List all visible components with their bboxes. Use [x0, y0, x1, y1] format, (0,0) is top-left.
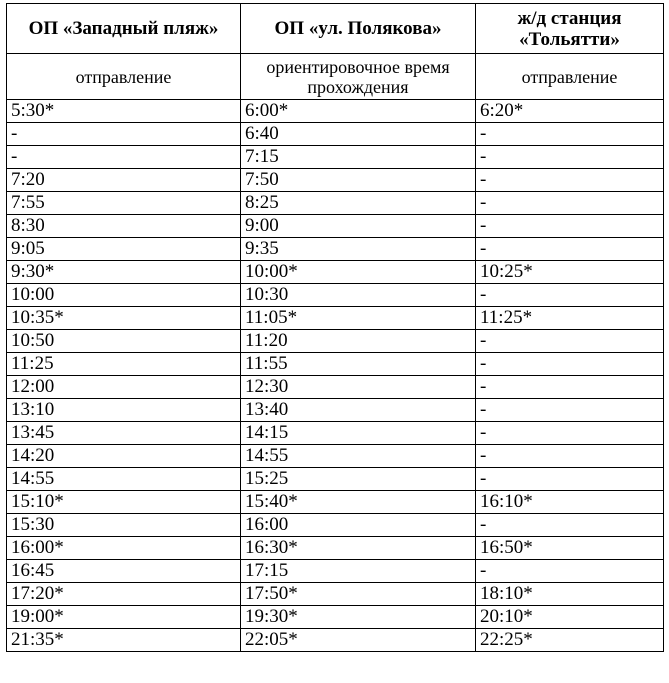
time-cell: 11:20 [241, 330, 476, 353]
time-cell: 13:40 [241, 399, 476, 422]
time-cell: 21:35* [7, 629, 241, 652]
subheader-row [7, 54, 664, 100]
time-cell: - [476, 514, 664, 537]
table-row [7, 629, 664, 652]
time-cell: 16:00 [241, 514, 476, 537]
time-cell: 15:25 [241, 468, 476, 491]
time-cell: - [476, 468, 664, 491]
time-cell: - [476, 238, 664, 261]
time-cell: 17:20* [7, 583, 241, 606]
time-cell: 22:05* [241, 629, 476, 652]
time-cell: - [476, 445, 664, 468]
time-cell: - [476, 353, 664, 376]
time-cell: 6:40 [241, 123, 476, 146]
table-row [7, 353, 664, 376]
time-cell: 10:35* [7, 307, 241, 330]
time-cell: 14:55 [7, 468, 241, 491]
time-cell: - [476, 422, 664, 445]
subheader-approx-time: ориентировочное время прохождения [241, 54, 476, 100]
table-row [7, 399, 664, 422]
subheader-departure-3: отправление [476, 54, 664, 100]
table-row [7, 307, 664, 330]
time-cell: 14:15 [241, 422, 476, 445]
time-cell: 20:10* [476, 606, 664, 629]
time-cell: 12:30 [241, 376, 476, 399]
table-row [7, 514, 664, 537]
table-row [7, 468, 664, 491]
time-cell: 15:30 [7, 514, 241, 537]
time-cell: - [7, 123, 241, 146]
time-cell: 16:00* [7, 537, 241, 560]
header-station-tolyatti: ж/д станция «Тольятти» [476, 4, 664, 54]
time-cell: 9:35 [241, 238, 476, 261]
time-cell: 16:45 [7, 560, 241, 583]
subheader-departure-1: отправление [7, 54, 241, 100]
time-cell: 7:15 [241, 146, 476, 169]
time-cell: 19:00* [7, 606, 241, 629]
time-cell: 17:15 [241, 560, 476, 583]
table-row [7, 606, 664, 629]
time-cell: - [476, 215, 664, 238]
time-cell: 16:50* [476, 537, 664, 560]
table-row [7, 330, 664, 353]
time-cell: 18:10* [476, 583, 664, 606]
time-cell: 11:55 [241, 353, 476, 376]
time-cell: 15:10* [7, 491, 241, 514]
table-row [7, 215, 664, 238]
time-cell: 11:25* [476, 307, 664, 330]
table-row [7, 445, 664, 468]
time-cell: - [476, 376, 664, 399]
time-cell: 10:00* [241, 261, 476, 284]
time-cell: 22:25* [476, 629, 664, 652]
table-row [7, 583, 664, 606]
time-cell: - [476, 399, 664, 422]
time-cell: 16:10* [476, 491, 664, 514]
time-cell: 9:00 [241, 215, 476, 238]
time-cell: - [476, 284, 664, 307]
time-cell: 11:05* [241, 307, 476, 330]
header-stop-zapadny-plyazh: ОП «Западный пляж» [7, 4, 241, 54]
table-row [7, 192, 664, 215]
table-row [7, 491, 664, 514]
time-cell: 6:20* [476, 100, 664, 123]
time-cell: - [476, 123, 664, 146]
schedule-container [6, 3, 664, 652]
time-cell: 10:00 [7, 284, 241, 307]
time-cell: 17:50* [241, 583, 476, 606]
time-cell: 13:10 [7, 399, 241, 422]
time-cell: - [476, 330, 664, 353]
time-cell: 12:00 [7, 376, 241, 399]
time-cell: 5:30* [7, 100, 241, 123]
time-cell: 8:25 [241, 192, 476, 215]
table-row [7, 537, 664, 560]
table-row [7, 146, 664, 169]
time-cell: 13:45 [7, 422, 241, 445]
time-cell: 8:30 [7, 215, 241, 238]
table-row [7, 238, 664, 261]
table-row [7, 560, 664, 583]
table-row [7, 261, 664, 284]
table-row [7, 169, 664, 192]
time-cell: 6:00* [241, 100, 476, 123]
time-cell: 9:30* [7, 261, 241, 284]
table-row [7, 422, 664, 445]
time-cell: 16:30* [241, 537, 476, 560]
time-cell: 7:55 [7, 192, 241, 215]
time-cell: - [476, 146, 664, 169]
time-cell: 14:55 [241, 445, 476, 468]
time-cell: 14:20 [7, 445, 241, 468]
header-row [7, 4, 664, 54]
time-cell: 15:40* [241, 491, 476, 514]
time-cell: 11:25 [7, 353, 241, 376]
time-cell: 7:20 [7, 169, 241, 192]
time-cell: - [476, 169, 664, 192]
time-cell: 19:30* [241, 606, 476, 629]
header-stop-ul-polyakova: ОП «ул. Полякова» [241, 4, 476, 54]
time-cell: - [7, 146, 241, 169]
time-cell: 10:50 [7, 330, 241, 353]
table-row [7, 123, 664, 146]
time-cell: 10:30 [241, 284, 476, 307]
table-row [7, 100, 664, 123]
time-cell: - [476, 560, 664, 583]
time-cell: 10:25* [476, 261, 664, 284]
time-cell: - [476, 192, 664, 215]
table-row [7, 376, 664, 399]
time-cell: 9:05 [7, 238, 241, 261]
table-row [7, 284, 664, 307]
time-cell: 7:50 [241, 169, 476, 192]
bus-schedule-table [6, 3, 664, 652]
